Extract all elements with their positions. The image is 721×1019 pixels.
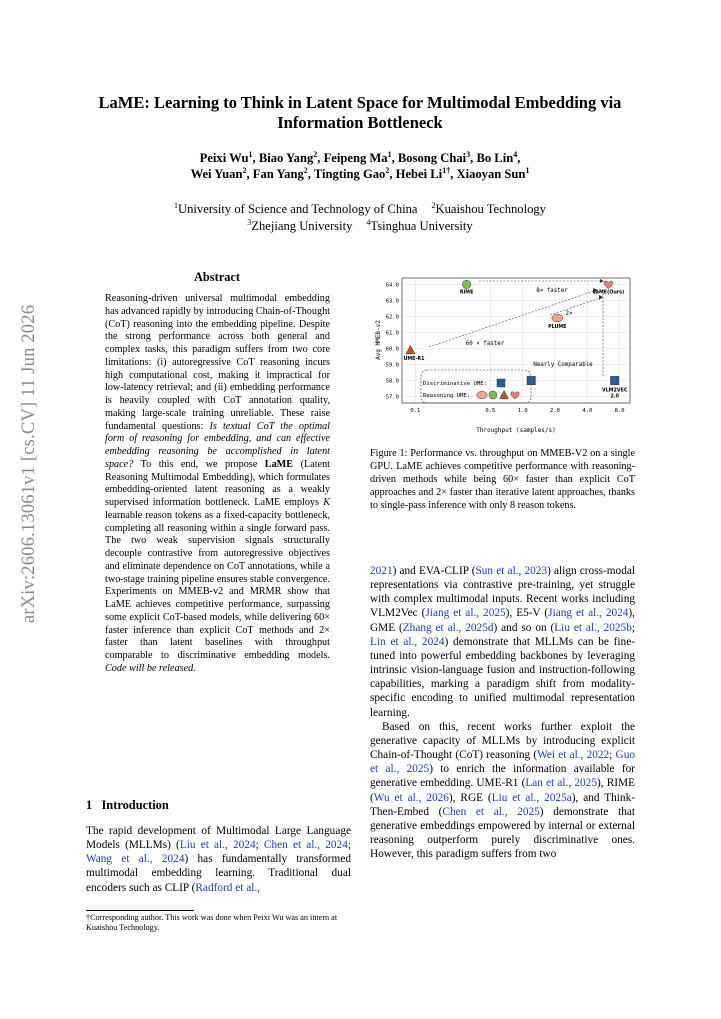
citation-link[interactable]: Radford et al., [195,881,261,894]
author-affil-mark: 2 [313,149,318,159]
abstract-text-2a: To this end, we propose [140,458,258,470]
citation-link[interactable]: Zhang et al., 2025d [402,621,494,634]
author-affil-mark: 1 [525,165,530,175]
citation-sep: ; [347,839,351,852]
author-name: Hebei Li [395,167,443,181]
abstract-body [105,293,330,676]
author-affil-mark: 4 [513,149,518,159]
ellipse-marker [552,314,563,322]
point-label: VLM2VEC [601,388,628,394]
citation-link[interactable]: Chen et al., 2024 [263,839,348,852]
triangle-marker [500,391,509,399]
x-tick-label: 0.1 [410,408,421,414]
body-text: ), GME ( [370,607,636,634]
y-tick-label: 61.0 [385,330,399,337]
affiliations-line-1 [70,201,650,217]
body-text: ), E5-V ( [505,607,549,620]
affiliation-name: University of Science and Technology of China [178,202,418,216]
chart-legend [423,379,519,399]
body-text: ) and EVA-CLIP ( [392,565,476,577]
author-affil-mark: 1 [248,149,253,159]
citation-link[interactable]: Lin et al., 2024 [370,635,445,648]
arrowhead [599,295,603,300]
x-tick-label: 4.0 [582,408,593,414]
body-text: ; [609,749,616,762]
affil-mark: 4 [366,217,371,227]
affiliations-line-2 [70,218,650,234]
y-tick-label: 64.0 [385,282,399,289]
citation-link[interactable]: Lan et al., 2025 [525,777,597,790]
affil-mark: 1 [174,200,178,210]
intro-heading: 1 Introduction [86,798,169,812]
footnote: †Corresponding author. This work was done when Peixi Wu was an intern at Kuaishou Technology. [86,913,338,932]
abstract-heading: Abstract [193,270,241,284]
citation-link[interactable]: Wu et al., 2026 [373,791,449,804]
author-name: Wei Yuan [190,167,243,181]
citation-link[interactable]: Chen et al., 2025 [442,805,540,818]
affiliation-name: Kuaishou Technology [435,202,546,216]
citation-link[interactable]: Jiang et al., 2025 [425,607,506,620]
citation-link[interactable]: Sun et al., 2023 [475,565,548,577]
abstract-text-1: Reasoning-driven universal multimodal embedding has advanced rapidly by introducing Chain-of-Thought (CoT) reasoning into the embedding pipeline. Despite the strong performance across both general and complex tasks, this paradigm suffers from two core limitations: (i) autoregressive CoT reasoning incurs high computational cost, making it impractical for low-latency retrieval; and (ii) embedding performance is heavily coupled with CoT annotation quality, making large-scale training unreliable. These raise fundamental questions: [105,293,330,432]
citation-link[interactable]: Jiang et al., 2024 [548,607,629,620]
author-affil-mark: 1 [387,149,392,159]
author-name: Feipeng Ma [323,151,388,165]
point-label: UME-R1 [403,357,425,363]
heart-marker [511,392,519,399]
y-tick-label: 57.0 [385,394,399,401]
figure-caption: Figure 1: Performance vs. throughput on MMEB-V2 on a single GPU. LaME achieves competitive performance with reasoning-driven methods while being 60× faster than explicit CoT approaches and 2× faster than iterative latent approaches, thanks to single-pass inference with only 8 reason tokens. [370,448,635,511]
circle-marker [489,391,497,399]
k-symbol: K [323,497,330,508]
author-name: Fan Yang [252,167,304,181]
author-name: Bo Lin [476,151,514,165]
square-marker [497,379,505,387]
y-tick-label: 59.0 [385,362,399,369]
triangle-marker [406,345,415,353]
legend-label: Reasoning UME: [423,393,471,399]
point-label: PLUME [548,325,567,331]
chart-annotation: 60 × faster [465,341,505,347]
author-affil-mark: 2 [303,165,308,175]
affil-mark: 3 [247,217,252,227]
legend-label: Discriminative UME: [423,381,487,387]
authors-line-1: Peixi Wu$^1$, Biao Yang$^2$, Feipeng Ma$^1$, Bosong Chai$^3$, Bo Lin$^4$, [199,149,521,165]
chart-annotation: Nearly Comparable [533,362,593,368]
citation-link[interactable]: Guo et al., 2025 [370,749,635,776]
right-column-body [370,564,635,861]
body-text: ), RGE ( [448,791,492,804]
author-name: Peixi Wu [199,151,249,165]
body-text: ) demonstrate that MLLMs can be fine-tuned into powerful embedding backbones by leveraging intrinsic vision-language fusion and instruction-following capabilities, marking a paradigm shift from modality-specific encoding to unified multimodal representation learning. [370,635,635,719]
chart-annotation: 8× faster [536,288,568,294]
author-affil-mark: 2 [242,165,247,175]
y-tick-label: 62.0 [385,314,399,321]
author-name: Biao Yang [258,151,314,165]
x-tick-label: 1.0 [517,408,528,414]
author-name: Xiaoyan Sun [456,167,526,181]
affiliation-name: Tsinghua University [370,219,473,233]
body-text: ) and so on ( [493,621,555,634]
heart-marker [604,281,613,289]
point-label: RIME [459,290,474,296]
body-text: ), and Think-Then-Embed ( [370,791,635,818]
x-tick-label: 2.0 [550,408,560,414]
point-label: 2.0 [610,394,619,400]
y-axis-label: Avg MMEB-v2 [375,320,382,360]
abstract-question: Is textual CoT the optimal form of reasoning for embedding, and can effective embedding reasoning be accomplished in latent space? [105,420,330,470]
figure-1-chart [372,270,634,440]
citation-link[interactable]: Liu et al., 2024 [179,839,256,852]
authors-line-2: Wei Yuan$^2$, Fan Yang$^2$, Tingting Gao$^2$, Hebei $Li^{1\dagger}$, Xiaoyan Sun$^1$ [190,165,530,181]
intro-body [86,824,351,895]
y-tick-label: 60.0 [385,346,399,353]
affiliation-name: Zhejiang University [251,219,353,233]
author-affil-mark: 2 [385,165,390,175]
abstract-text-2b: , which formulates embedding-oriented latent reasoning as a weakly supervised information bottleneck. LaME employs [105,471,330,508]
arrow-ume-lame [429,291,594,347]
y-tick-label: 58.0 [385,378,399,385]
intro-text-1: The rapid development of Multimodal Large Language Models (MLLMs) ( [86,825,351,852]
x-axis-label: Throughput (samples/s) [476,427,556,434]
citation-sep: ; [255,839,264,852]
circle-marker [462,280,470,288]
square-marker [610,376,618,384]
chart-annotation: 2× [565,311,573,317]
body-text: ) to enrich the information available for generative embedding. UME-R1 ( [370,763,635,790]
lame-expansion: (Latent Reasoning Multimodal Embedding) [105,458,331,483]
intro-text-2: ) has fundamentally transformed multimodal embedding learning. Traditional dual encoders such as CLIP ( [86,853,351,894]
author-affil-mark: 1† [442,165,451,175]
body-text: ) demonstrate that generative embeddings empowered by internal or external reasoning outperform purely discriminative ones. However, this paradigm suffers from two [370,805,636,861]
citation-link[interactable]: Wang et al., 2024 [86,853,185,866]
citation-link[interactable]: Liu et al., 2025a [491,791,572,804]
lame-name: LaME [264,458,294,470]
citation-link[interactable]: Liu et al., 2025b [554,621,632,634]
paper-title: LaME: Learning to Think in Latent Space for Multimodal Embedding via Information Bottleneck [98,93,622,132]
y-tick-label: 63.0 [385,298,399,305]
abstract-text-2c: learnable reason tokens as a fixed-capacity bottleneck, completing all reasoning within a single forward pass. The two weak supervision signals structurally decouple contrastive from autoregressive objectives and eliminate dependence on CoT annotations, while a two-stage training pipeline ensures stable convergence. Experiments on MMEB-v2 and MRMR show that LaME achieves competitive performance, surpassing some explicit CoT-based models, while delivering 60× faster inference than explicit CoT methods and 2× faster than latent baselines with throughput comparable to discriminative embedding models. [105,509,330,661]
author-name: Tingting Gao [313,167,386,181]
author-name: Bosong Chai [397,151,467,165]
body-text: Based on this, recent works further exploit the generative capacity of MLLMs by introducing explicit Chain-of-Thought (CoT) reasoning ( [370,720,635,762]
body-text: ), RIME ( [370,777,635,804]
chart-annotations [466,288,593,368]
square-marker [527,376,535,384]
citation-link[interactable]: 2021 [370,565,393,577]
x-tick-label: 0.5 [485,408,496,414]
author-affil-mark: 3 [466,149,471,159]
arxiv-stamp: arXiv:2606.13061v1 [cs.CV] 11 Jun 2026 [19,304,39,624]
point-label: LaME(Ours) [592,290,625,296]
affil-mark: 2 [431,200,436,210]
ellipse-marker [477,391,487,398]
x-ticks [410,408,624,414]
body-text: ) align cross-modal representations via contrastive pre-training, yet struggle with complex multimodal inputs. Recent works including VLM2Vec ( [370,565,635,620]
arrowhead [600,279,604,283]
footnote-rule [86,910,194,911]
code-note: Code will be released. [105,662,196,674]
x-tick-label: 8.0 [614,408,625,414]
citation-link[interactable]: Wei et al., 2022 [537,749,610,762]
body-text: ; [631,621,635,634]
y-ticks [386,282,399,400]
